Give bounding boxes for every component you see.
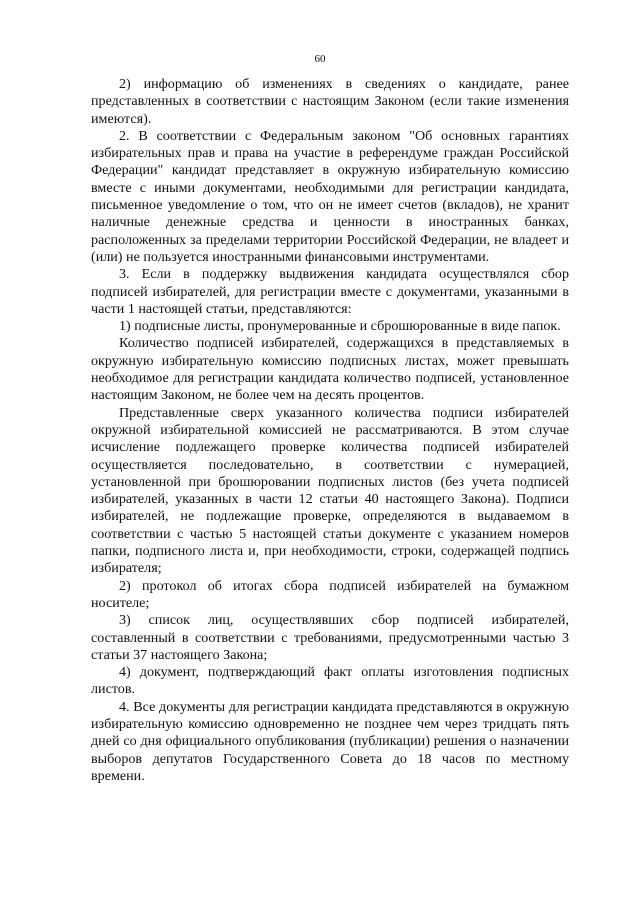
- paragraph-part-4-deadline: 4. Все документы для регистрации кандидата представляются в окружную избирательную комиссию одновременно не позднее чем через тридцать пять дней со дня официального опубликования (публикации) решения о назначении выборов депутатов Государственного Совета до 18 часов по местному времени.: [91, 698, 569, 784]
- paragraph-part-3-signatures: 3. Если в поддержку выдвижения кандидата осуществлялся сбор подписей избирателей, для регистрации вместе с документами, указанными в части 1 настоящей статьи, представляются:: [91, 266, 569, 317]
- page-number: 60: [314, 53, 326, 65]
- paragraph-2-2-updates: 2) информацию об изменениях в сведениях о кандидате, ранее представленных в соответствии с настоящим Законом (если такие изменения имеются).: [91, 76, 569, 127]
- paragraph-item-1-sheets: 1) подписные листы, пронумерованные и сброшюрованные в виде папок.: [119, 318, 561, 335]
- paragraph-signature-count: Количество подписей избирателей, содержащихся в представляемых в окружную избирательную комиссию подписных листах, может превышать необходимое для регистрации кандидата количество подписей, установленное настоящим Законом, не более чем на десять процентов.: [91, 335, 569, 404]
- paragraph-part-2-notice: 2. В соответствии с Федеральным законом "Об основных гарантиях избирательных прав и права на участие в референдуме граждан Российской Федерации" кандидат представляет в окружную избирательную комиссию вместе с иными документами, необходимыми для регистрации кандидата, письменное уведомление о том, что он не имеет счетов (вкладов), не хранит наличные денежные средства и ценности в иностранных банках, расположенных за пределами территории Российской Федерации, не владеет и (или) не пользуется иностранными финансовыми инструментами.: [91, 127, 569, 265]
- paragraph-excess-signatures: Представленные сверх указанного количества подписи избирателей окружной избирательной комиссией не рассматриваются. В этом случае исчисление подлежащего проверке количества подписей избирателей осуществляется последовательно, в соответствии с нумерацией, установленной при брошюровании подписных листов (без учета подписей избирателей, указанных в части 12 статьи 40 настоящего Закона). Подписи избирателей, не подлежащие проверке, определяются в выдаваемом в соответствии с частью 5 настоящей статьи документе с указанием номеров папки, подписного листа и, при необходимости, строки, содержащей подпись избирателя;: [91, 404, 569, 577]
- paragraph-item-4-payment: 4) документ, подтверждающий факт оплаты изготовления подписных листов.: [91, 664, 569, 698]
- body-text: [91, 76, 569, 785]
- paragraph-item-3-list: 3) список лиц, осуществлявших сбор подписей избирателей, составленный в соответствии с требованиями, предусмотренными частью 3 статьи 37 настоящего Закона;: [91, 612, 569, 663]
- paragraph-item-2-protocol: 2) протокол об итогах сбора подписей избирателей на бумажном носителе;: [91, 577, 569, 611]
